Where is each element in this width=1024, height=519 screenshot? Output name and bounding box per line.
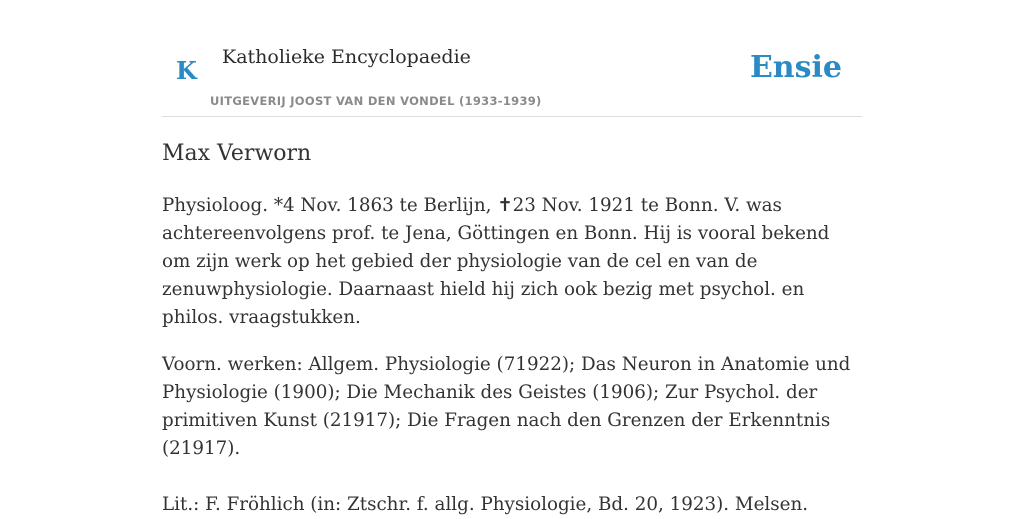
article-content [162, 136, 862, 519]
publisher-line: UITGEVERIJ JOOST VAN DEN VONDEL (1933-1939) [210, 94, 542, 108]
site-title: Katholieke Encyclopaedie [222, 46, 471, 68]
article-title: Max Verworn [162, 141, 312, 166]
site-header [162, 0, 862, 117]
article-paragraph-works: Voorn. werken: Allgem. Physiologie (71922); Das Neuron in Anatomie und Physiologie (1900); Die Mechanik des Geistes (1906); Zur Psychol. der primitiven Kunst (21917); Die Fragen nach den Grenzen der Erkenntnis (21917). [162, 354, 851, 459]
ensie-brand-link[interactable]: Ensie [749, 50, 842, 85]
site-logo[interactable]: K [176, 56, 197, 85]
article-paragraph-literature: Lit.: F. Fröhlich (in: Ztschr. f. allg. Physiologie, Bd. 20, 1923). Melsen. [162, 494, 809, 515]
article-paragraph-biography: Physioloog. *4 Nov. 1863 te Berlijn, ✝23 Nov. 1921 te Bonn. V. was achtereenvolgens prof. te Jena, Göttingen en Bonn. Hij is vooral bekend om zijn werk op het gebied der physiologie van de cel en van de zenuwphysiologie. Daarnaast hield hij zich ook bezig met psychol. en philos. vraagstukken. [162, 195, 830, 328]
